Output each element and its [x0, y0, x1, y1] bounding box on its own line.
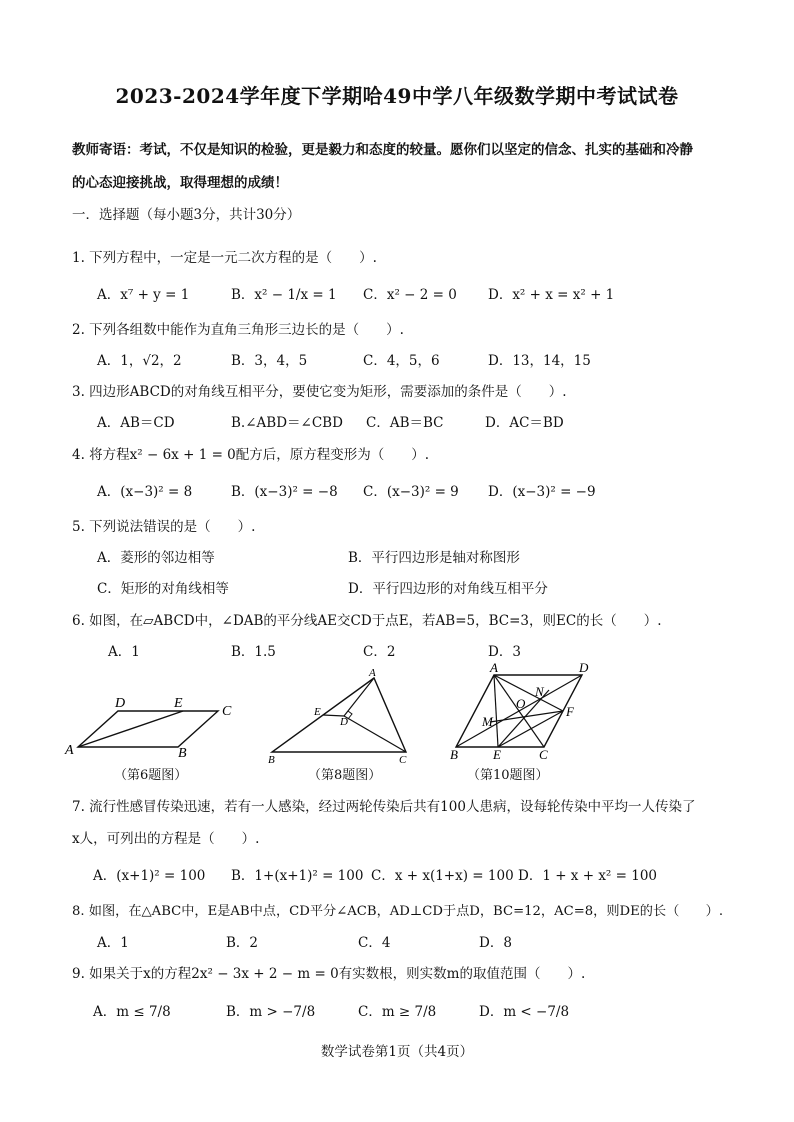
fig10-label-d: D	[579, 660, 589, 675]
q1-option-b: B．x² − 1/x = 1	[231, 287, 337, 303]
q6-option-b: B．1.5	[231, 644, 276, 660]
q5-option-c: C．矩形的对角线相等	[97, 581, 229, 597]
fig8-label-c: C	[399, 754, 407, 766]
fig10-label-c: C	[539, 747, 548, 760]
q3-option-a: A．AB＝CD	[97, 415, 175, 431]
q4-option-c: C．(x−3)² = 9	[363, 484, 459, 500]
q8-option-d: D．8	[479, 935, 512, 951]
q8-option-c: C．4	[358, 935, 391, 951]
q9-option-c: C．m ≥ 7/8	[358, 1004, 437, 1020]
section-heading: 一．选择题（每小题3分，共计30分）	[72, 207, 301, 223]
q5-option-d: D．平行四边形的对角线互相平分	[348, 581, 548, 597]
question-9-stem: 9. 如果关于x的方程2x² − 3x + 2 − m = 0有实数根，则实数m的取值范围（ ）.	[72, 966, 586, 982]
fig8-label-b: B	[268, 754, 275, 766]
q7-option-b: B．1+(x+1)² = 100	[231, 868, 364, 884]
fig6-label-b: B	[178, 746, 187, 760]
question-7-stem-line1: 7. 流行性感冒传染迅速，若有一人感染，经过两轮传染后共有100人患病，设每轮传染中平均一人传染了	[72, 799, 696, 815]
q3-option-c: C．AB＝BC	[366, 415, 444, 431]
q8-option-a: A．1	[97, 935, 129, 951]
q3-option-d: D．AC＝BD	[485, 415, 564, 431]
q5-option-a: A．菱形的邻边相等	[97, 550, 215, 566]
question-5-stem: 5. 下列说法错误的是（ ）.	[72, 519, 256, 535]
page-title: 2023-2024学年度下学期哈49中学八年级数学期中考试试卷	[115, 84, 679, 108]
figure-10-caption: （第10题图）	[467, 768, 549, 783]
q7-option-c: C．x + x(1+x) = 100	[371, 868, 514, 884]
q9-option-a: A．m ≤ 7/8	[93, 1004, 171, 1020]
question-2-stem: 2. 下列各组数中能作为直角三角形三边长的是（ ）.	[72, 322, 404, 338]
q8-option-b: B．2	[226, 935, 259, 951]
question-3-stem: 3. 四边形ABCD的对角线互相平分，要使它变为矩形，需要添加的条件是（ ）.	[72, 384, 567, 400]
question-4-stem: 4. 将方程x² − 6x + 1 = 0配方后，原方程变形为（ ）.	[72, 447, 430, 463]
figure-8-triangle	[262, 666, 422, 766]
q5-option-b: B．平行四边形是轴对称图形	[348, 550, 520, 566]
question-6-stem: 6. 如图，在▱ABCD中，∠DAB的平分线AE交CD于点E，若AB=5，BC=3，则EC的长（ ）.	[72, 613, 662, 629]
q9-option-b: B．m > −7/8	[226, 1004, 316, 1020]
teacher-message-line1: 教师寄语：考试，不仅是知识的检验，更是毅力和态度的较量。愿你们以坚定的信念、扎实的基础和冷静	[72, 142, 693, 158]
fig6-label-c: C	[222, 704, 232, 719]
question-7-stem-line2: x人，可列出的方程是（ ）.	[72, 831, 260, 847]
q4-option-b: B．(x−3)² = −8	[231, 484, 338, 500]
figure-6-caption: （第6题图）	[114, 768, 188, 783]
question-8-stem: 8. 如图，在△ABC中，E是AB中点，CD平分∠ACB，AD⊥CD于点D，BC=12，AC=8，则DE的长（ ）.	[72, 904, 724, 919]
teacher-message-line2: 的心态迎接挑战，取得理想的成绩！	[72, 175, 288, 191]
fig10-label-b: B	[450, 747, 458, 760]
fig10-label-e: E	[493, 747, 501, 760]
q1-option-d: D．x² + x = x² + 1	[488, 287, 615, 303]
q6-option-a: A．1	[108, 644, 140, 660]
q4-option-d: D．(x−3)² = −9	[488, 484, 596, 500]
q3-option-b: B.∠ABD＝∠CBD	[231, 415, 343, 431]
fig8-label-d: D	[340, 716, 348, 728]
fig6-label-e: E	[174, 696, 183, 711]
fig10-label-f: F	[566, 704, 574, 719]
figure-10-parallelogram	[446, 660, 606, 760]
q2-option-a: A．1，√2，2	[97, 353, 182, 369]
fig10-label-m: M	[482, 714, 493, 729]
q1-option-a: A．x⁷ + y = 1	[97, 287, 190, 303]
fig8-label-e: E	[314, 706, 321, 718]
q6-option-c: C．2	[363, 644, 396, 660]
fig8-right-angle-mark	[348, 711, 352, 719]
fig6-parallelogram-abcd	[78, 711, 218, 747]
fig10-label-n: N	[535, 684, 544, 699]
q2-option-c: C．4，5，6	[363, 353, 440, 369]
fig6-segment-ae	[78, 711, 183, 747]
question-1-stem: 1. 下列方程中，一定是一元二次方程的是（ ）.	[72, 250, 377, 266]
fig6-label-d: D	[115, 696, 126, 711]
fig8-label-a: A	[369, 667, 376, 679]
q2-option-d: D．13，14，15	[488, 353, 591, 369]
figure-6-parallelogram	[60, 690, 250, 760]
q2-option-b: B．3，4，5	[231, 353, 308, 369]
q4-option-a: A．(x−3)² = 8	[97, 484, 193, 500]
q9-option-d: D．m < −7/8	[479, 1004, 570, 1020]
fig6-label-a: A	[65, 743, 74, 758]
q1-option-c: C．x² − 2 = 0	[363, 287, 457, 303]
fig10-label-o: O	[516, 696, 526, 711]
q7-option-d: D．1 + x + x² = 100	[518, 868, 658, 884]
fig10-label-a: A	[490, 660, 498, 675]
fig8-segment-cd	[344, 716, 406, 752]
figure-8-caption: （第8题图）	[308, 768, 382, 783]
fig10-segment-ae	[494, 675, 498, 747]
q7-option-a: A．(x+1)² = 100	[93, 868, 206, 884]
page-footer: 数学试卷第1页（共4页）	[320, 1044, 474, 1060]
q6-option-d: D．3	[488, 644, 521, 660]
